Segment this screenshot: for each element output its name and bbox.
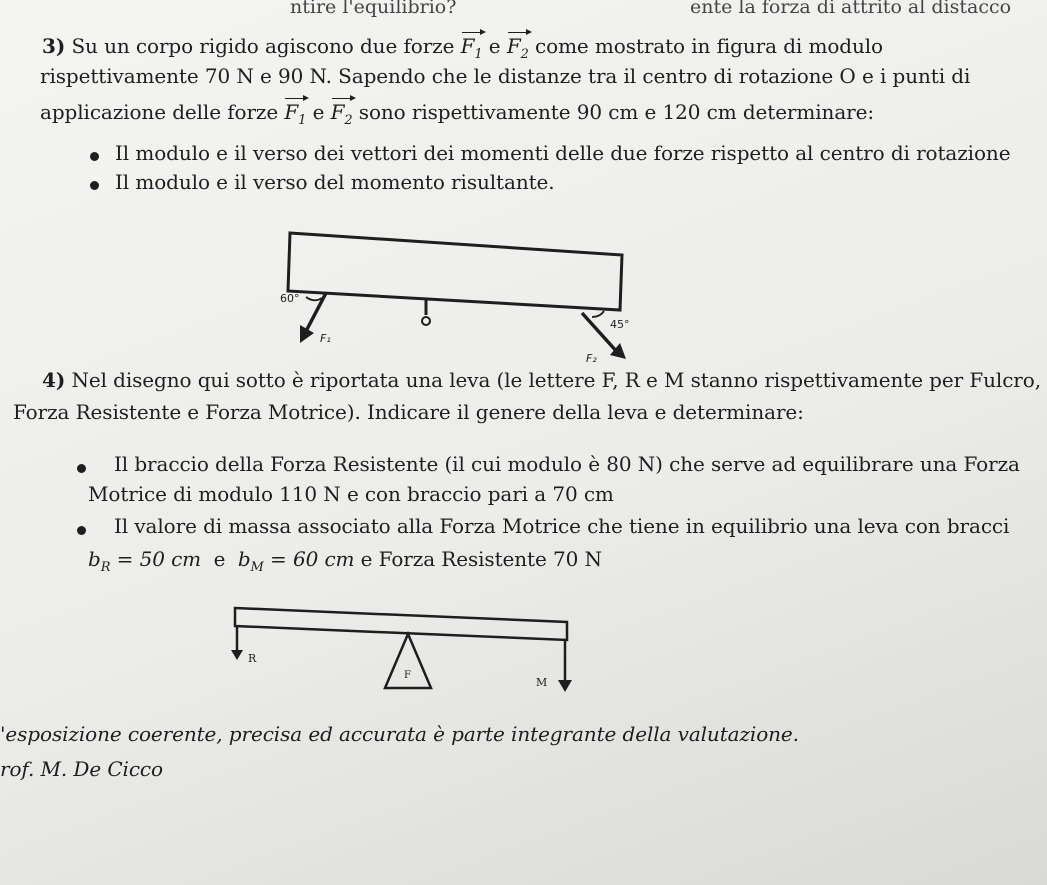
label-r: R xyxy=(248,652,257,665)
angle2-label: 45° xyxy=(610,318,630,331)
teacher-signature: rof. M. De Cicco xyxy=(0,757,163,781)
evaluation-note: 'esposizione coerente, precisa ed accurata è parte integrante della valutazione. xyxy=(0,722,799,746)
top-left-fragment: ntire l'equilibrio? xyxy=(290,0,457,18)
force-m-arrowhead-icon xyxy=(558,680,572,692)
rigid-body-rect xyxy=(288,233,622,310)
q4-number: 4) xyxy=(42,368,66,392)
arm-bm: $b_M = 60$ cm xyxy=(237,547,355,575)
vector-f1: $F_1$ xyxy=(461,30,483,62)
force2-label: F₂ xyxy=(586,352,597,365)
lever-beam xyxy=(235,608,567,640)
vector-f1-b: $F_1$ xyxy=(284,96,306,128)
arm-br: $b_R = 50$ cm xyxy=(88,547,202,575)
bullet-dot xyxy=(77,526,86,535)
bullet-dot xyxy=(90,181,99,190)
label-f: F xyxy=(404,670,411,681)
q3-bullet-1: Il modulo e il verso dei vettori dei momenti delle due forze rispetto al centro di rotazione xyxy=(115,141,1011,165)
q4-line-1: 4) Nel disegno qui sotto è riportata una leva (le lettere F, R e M stanno rispettivamente per Fulcro, xyxy=(42,368,1041,392)
force-r-arrowhead-icon xyxy=(231,650,243,660)
bullet-dot xyxy=(90,152,99,161)
q3-line-1: 3) Su un corpo rigido agiscono due forze $F_1$ e $F_2$ come mostrato in figura di modulo xyxy=(42,30,883,62)
label-m: M xyxy=(536,676,548,689)
q4-bullet-2-line-2: $b_R = 50$ cm e $b_M = 60$ cm e Forza Resistente 70 N xyxy=(88,547,602,575)
q4-line-2: Forza Resistente e Forza Motrice). Indicare il genere della leva e determinare: xyxy=(13,400,804,424)
lever-figure xyxy=(225,600,585,700)
q4-bullet-2-line-1: Il valore di massa associato alla Forza Motrice che tiene in equilibrio una leva con bracci xyxy=(114,514,1010,538)
angle1-arc xyxy=(306,297,322,300)
bullet-dot xyxy=(77,464,86,473)
vector-f2-b: $F_2$ xyxy=(331,96,353,128)
q4-bullet-1-line-1: Il braccio della Forza Resistente (il cui modulo è 80 N) che serve ad equilibrare una Forza xyxy=(114,452,1020,476)
force1-arrow-shaft xyxy=(304,293,326,335)
q3-line-3: applicazione delle forze $F_1$ e $F_2$ sono rispettivamente 90 cm e 120 cm determinare: xyxy=(40,96,874,128)
angle1-label: 60° xyxy=(280,292,300,305)
q3-bullet-2: Il modulo e il verso del momento risultante. xyxy=(115,170,555,194)
top-right-fragment: ente la forza di attrito al distacco xyxy=(690,0,1012,18)
q4-bullet-1-line-2: Motrice di modulo 110 N e con braccio pari a 70 cm xyxy=(88,482,614,506)
pivot-o-icon xyxy=(422,317,430,325)
vector-f2: $F_2$ xyxy=(507,30,529,62)
force1-label: F₁ xyxy=(320,332,331,345)
q3-line-2: rispettivamente 70 N e 90 N. Sapendo che le distanze tra il centro di rotazione O e i punti di xyxy=(40,64,971,88)
angle2-arc xyxy=(592,311,604,317)
q3-number: 3) xyxy=(42,34,66,58)
